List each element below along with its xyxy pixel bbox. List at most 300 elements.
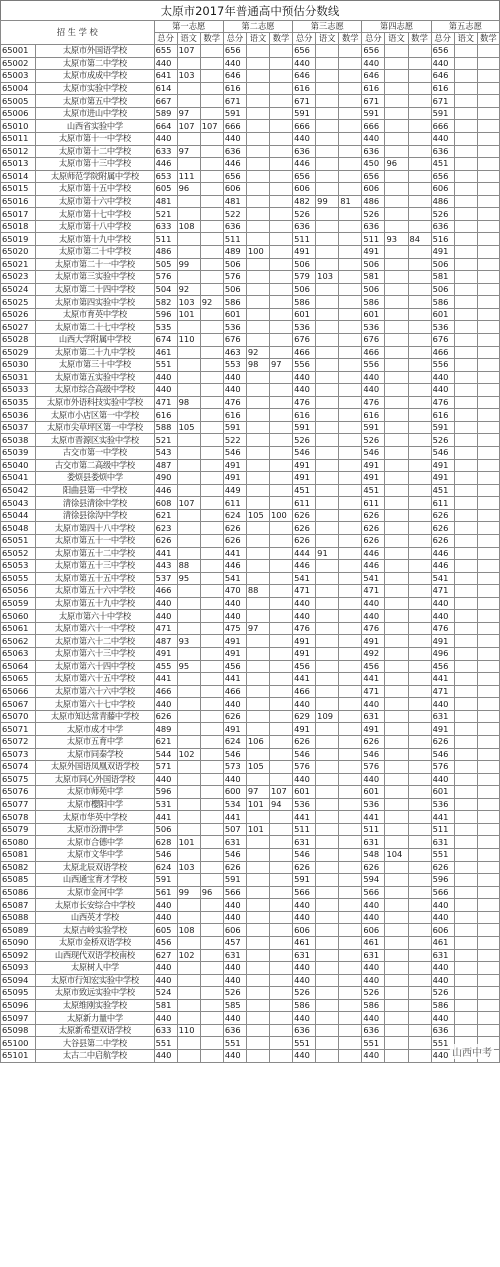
- cell-c3-chinese: [316, 1037, 339, 1050]
- cell-c2-math: [269, 522, 292, 535]
- cell-c5-extra: [454, 748, 477, 761]
- cell-c2-math: [269, 296, 292, 309]
- cell-c4-math: [408, 660, 431, 673]
- cell-c2-chinese: 105: [246, 509, 269, 522]
- cell-school: 太原市同秦学校: [36, 748, 154, 761]
- cell-c4-math: [408, 296, 431, 309]
- cell-c2-chinese: [246, 949, 269, 962]
- cell-c3-chinese: [316, 748, 339, 761]
- cell-c4-total: 626: [362, 861, 385, 874]
- table-row: [1, 735, 500, 748]
- cell-c3-math: [339, 158, 362, 171]
- cell-c2-chinese: [246, 1024, 269, 1037]
- cell-c2-total: 456: [223, 660, 246, 673]
- cell-c5-total: 440: [431, 610, 454, 623]
- cell-c4-math: [408, 761, 431, 774]
- cell-c2-total: 591: [223, 874, 246, 887]
- cell-c1-math: [200, 371, 223, 384]
- cell-c1-chinese: 107: [177, 497, 200, 510]
- cell-c2-math: [269, 547, 292, 560]
- cell-c3-chinese: [316, 648, 339, 661]
- header-math: 数学: [339, 33, 362, 45]
- cell-c5-total: 446: [431, 560, 454, 573]
- cell-c5-total: 441: [431, 811, 454, 824]
- cell-c1-total: 621: [154, 509, 177, 522]
- cell-c1-chinese: [177, 648, 200, 661]
- cell-c1-chinese: 97: [177, 145, 200, 158]
- cell-c3-chinese: [316, 107, 339, 120]
- cell-c2-math: [269, 45, 292, 58]
- cell-c5-extra: [477, 45, 499, 58]
- cell-c2-chinese: 101: [246, 823, 269, 836]
- cell-c4-math: [408, 208, 431, 221]
- cell-c4-math: [408, 648, 431, 661]
- cell-c5-total: 636: [431, 220, 454, 233]
- page-title: 太原市2017年普通高中预估分数线: [0, 0, 500, 20]
- table-row: [1, 107, 500, 120]
- cell-c2-math: [269, 861, 292, 874]
- cell-c3-total: 646: [293, 70, 316, 83]
- cell-c3-chinese: [316, 359, 339, 372]
- table-row: [1, 220, 500, 233]
- cell-code: 65075: [1, 773, 36, 786]
- cell-c4-total: 440: [362, 962, 385, 975]
- cell-c3-math: [339, 447, 362, 460]
- cell-c2-chinese: [246, 484, 269, 497]
- cell-school: 太原市第二十九中学校: [36, 346, 154, 359]
- cell-c4-total: 471: [362, 685, 385, 698]
- cell-c3-total: 440: [293, 773, 316, 786]
- cell-code: 65055: [1, 572, 36, 585]
- cell-c3-total: 511: [293, 823, 316, 836]
- cell-c3-chinese: [316, 849, 339, 862]
- cell-code: 65021: [1, 258, 36, 271]
- cell-c3-total: 541: [293, 572, 316, 585]
- cell-c1-chinese: [177, 974, 200, 987]
- cell-c3-chinese: [316, 735, 339, 748]
- cell-c1-total: 664: [154, 120, 177, 133]
- cell-c2-math: 107: [269, 786, 292, 799]
- cell-c2-math: [269, 283, 292, 296]
- cell-c2-math: [269, 949, 292, 962]
- cell-c3-math: [339, 911, 362, 924]
- cell-code: 65085: [1, 874, 36, 887]
- cell-c2-chinese: [246, 447, 269, 460]
- cell-c2-total: 491: [223, 459, 246, 472]
- cell-c5-extra: [454, 145, 477, 158]
- table-row: [1, 999, 500, 1012]
- cell-c4-math: [408, 748, 431, 761]
- cell-c3-math: [339, 673, 362, 686]
- cell-c5-total: 440: [431, 132, 454, 145]
- table-row: [1, 786, 500, 799]
- cell-c2-math: [269, 899, 292, 912]
- cell-c1-total: 504: [154, 283, 177, 296]
- cell-c3-total: 456: [293, 660, 316, 673]
- cell-c1-total: 591: [154, 874, 177, 887]
- cell-code: 65073: [1, 748, 36, 761]
- cell-c1-total: 561: [154, 886, 177, 899]
- cell-c3-total: 491: [293, 648, 316, 661]
- cell-c3-total: 440: [293, 371, 316, 384]
- cell-c1-math: [200, 811, 223, 824]
- cell-c5-total: 440: [431, 974, 454, 987]
- cell-c3-total: 636: [293, 145, 316, 158]
- cell-c3-total: 446: [293, 560, 316, 573]
- cell-c2-total: 616: [223, 409, 246, 422]
- cell-c3-total: 629: [293, 710, 316, 723]
- cell-c2-total: 631: [223, 949, 246, 962]
- cell-c4-math: [408, 798, 431, 811]
- cell-c4-chinese: [385, 120, 408, 133]
- cell-c4-chinese: [385, 1012, 408, 1025]
- cell-c3-chinese: [316, 57, 339, 70]
- cell-school: 太原市致远实验中学校: [36, 987, 154, 1000]
- cell-c3-chinese: [316, 70, 339, 83]
- cell-c1-chinese: [177, 798, 200, 811]
- cell-c4-math: [408, 710, 431, 723]
- cell-c4-math: [408, 773, 431, 786]
- cell-c5-extra: [454, 899, 477, 912]
- cell-c1-total: 505: [154, 258, 177, 271]
- cell-school: 娄烦县娄烦中学: [36, 472, 154, 485]
- cell-c4-chinese: [385, 296, 408, 309]
- cell-c4-total: 456: [362, 660, 385, 673]
- cell-c2-total: 671: [223, 95, 246, 108]
- cell-c2-total: 457: [223, 936, 246, 949]
- cell-c3-chinese: [316, 572, 339, 585]
- cell-c2-total: 440: [223, 773, 246, 786]
- cell-c1-total: 443: [154, 560, 177, 573]
- cell-c3-math: [339, 962, 362, 975]
- cell-c5-extra: [454, 208, 477, 221]
- cell-c1-math: [200, 1037, 223, 1050]
- cell-c4-math: [408, 497, 431, 510]
- cell-c4-math: [408, 849, 431, 862]
- cell-c4-total: 526: [362, 434, 385, 447]
- cell-c4-total: 616: [362, 409, 385, 422]
- cell-school: 太原市小店区第一中学校: [36, 409, 154, 422]
- cell-c2-chinese: [246, 57, 269, 70]
- cell-c2-math: [269, 849, 292, 862]
- table-row: [1, 509, 500, 522]
- cell-c2-chinese: [246, 962, 269, 975]
- cell-c5-extra: [477, 421, 499, 434]
- header-choice-3: 第三志愿: [293, 21, 362, 33]
- cell-c2-math: [269, 773, 292, 786]
- cell-c4-total: 440: [362, 132, 385, 145]
- cell-c2-chinese: [246, 434, 269, 447]
- cell-c4-chinese: [385, 183, 408, 196]
- cell-c4-chinese: [385, 962, 408, 975]
- cell-c3-math: [339, 987, 362, 1000]
- cell-c1-chinese: [177, 585, 200, 598]
- cell-c3-math: [339, 522, 362, 535]
- cell-c4-total: 611: [362, 497, 385, 510]
- cell-c3-chinese: [316, 974, 339, 987]
- cell-c2-chinese: [246, 158, 269, 171]
- cell-c1-chinese: [177, 761, 200, 774]
- cell-c1-chinese: [177, 735, 200, 748]
- table-row: [1, 534, 500, 547]
- cell-c2-math: [269, 1012, 292, 1025]
- cell-c4-math: [408, 886, 431, 899]
- cell-c4-total: 546: [362, 447, 385, 460]
- cell-code: 65053: [1, 560, 36, 573]
- cell-c3-total: 446: [293, 158, 316, 171]
- header-choice-2: 第二志愿: [223, 21, 292, 33]
- cell-c2-chinese: [246, 183, 269, 196]
- cell-c2-total: 616: [223, 82, 246, 95]
- cell-c5-extra: [477, 522, 499, 535]
- table-body: [1, 45, 500, 1063]
- cell-c5-extra: [454, 761, 477, 774]
- cell-c1-chinese: [177, 208, 200, 221]
- cell-c3-chinese: [316, 823, 339, 836]
- cell-c1-total: 633: [154, 1024, 177, 1037]
- cell-school: 山西大学附属中学校: [36, 333, 154, 346]
- cell-school: 古交市第一中学校: [36, 447, 154, 460]
- cell-c4-math: 84: [408, 233, 431, 246]
- cell-c5-total: 526: [431, 987, 454, 1000]
- cell-c3-chinese: [316, 484, 339, 497]
- cell-c2-chinese: [246, 874, 269, 887]
- cell-c1-chinese: 110: [177, 1024, 200, 1037]
- cell-c5-extra: [477, 798, 499, 811]
- cell-c2-chinese: 97: [246, 786, 269, 799]
- cell-c2-math: [269, 560, 292, 573]
- cell-code: 65064: [1, 660, 36, 673]
- cell-c3-math: [339, 761, 362, 774]
- cell-c4-chinese: [385, 107, 408, 120]
- cell-c3-total: 556: [293, 359, 316, 372]
- cell-c1-chinese: 98: [177, 396, 200, 409]
- cell-c1-math: [200, 472, 223, 485]
- cell-code: 65033: [1, 384, 36, 397]
- cell-c2-math: [269, 1037, 292, 1050]
- cell-c3-total: 591: [293, 421, 316, 434]
- cell-c4-chinese: [385, 283, 408, 296]
- cell-c5-extra: [477, 622, 499, 635]
- cell-c3-chinese: [316, 1012, 339, 1025]
- cell-code: 65023: [1, 271, 36, 284]
- cell-c5-extra: [454, 107, 477, 120]
- cell-c4-chinese: [385, 622, 408, 635]
- cell-c3-total: 606: [293, 183, 316, 196]
- cell-c1-total: 487: [154, 635, 177, 648]
- cell-c1-math: [200, 45, 223, 58]
- cell-c5-extra: [477, 999, 499, 1012]
- cell-c1-total: 481: [154, 195, 177, 208]
- table-row: [1, 924, 500, 937]
- cell-code: 65089: [1, 924, 36, 937]
- cell-c4-total: 636: [362, 220, 385, 233]
- cell-c4-total: 556: [362, 359, 385, 372]
- cell-c2-math: [269, 321, 292, 334]
- cell-c5-total: 496: [431, 648, 454, 661]
- cell-c5-extra: [454, 1012, 477, 1025]
- cell-c4-chinese: [385, 748, 408, 761]
- cell-c4-total: 594: [362, 874, 385, 887]
- cell-school: 太原北辰双语学校: [36, 861, 154, 874]
- cell-c5-extra: [454, 158, 477, 171]
- cell-c1-chinese: [177, 371, 200, 384]
- cell-c5-total: 626: [431, 534, 454, 547]
- cell-c3-total: 441: [293, 811, 316, 824]
- cell-c3-math: [339, 434, 362, 447]
- cell-c2-math: [269, 409, 292, 422]
- cell-c3-math: [339, 597, 362, 610]
- cell-c5-extra: [477, 899, 499, 912]
- cell-c5-extra: [477, 346, 499, 359]
- cell-school: 太原市第五十九中学校: [36, 597, 154, 610]
- cell-c4-math: [408, 95, 431, 108]
- cell-c2-math: [269, 170, 292, 183]
- cell-c1-chinese: 105: [177, 421, 200, 434]
- cell-c2-math: [269, 685, 292, 698]
- cell-c4-math: [408, 999, 431, 1012]
- cell-c5-total: 471: [431, 585, 454, 598]
- cell-c5-total: 491: [431, 635, 454, 648]
- cell-c1-math: [200, 220, 223, 233]
- cell-c3-total: 526: [293, 987, 316, 1000]
- cell-c2-total: 522: [223, 434, 246, 447]
- cell-c5-extra: [477, 70, 499, 83]
- cell-c4-total: 626: [362, 534, 385, 547]
- cell-c2-chinese: [246, 145, 269, 158]
- cell-c5-extra: [454, 509, 477, 522]
- cell-c2-total: 606: [223, 183, 246, 196]
- cell-c2-total: 656: [223, 45, 246, 58]
- cell-c4-math: [408, 346, 431, 359]
- cell-c5-extra: [454, 786, 477, 799]
- cell-c2-total: 506: [223, 283, 246, 296]
- table-row: [1, 823, 500, 836]
- cell-c3-math: [339, 57, 362, 70]
- cell-c4-math: [408, 560, 431, 573]
- cell-c4-math: [408, 698, 431, 711]
- table-row: [1, 195, 500, 208]
- cell-c4-math: [408, 195, 431, 208]
- cell-school: 太原市综合高级中学校: [36, 384, 154, 397]
- cell-c4-total: 631: [362, 949, 385, 962]
- cell-c1-chinese: [177, 472, 200, 485]
- cell-c2-math: [269, 698, 292, 711]
- cell-code: 65088: [1, 911, 36, 924]
- cell-c1-total: 551: [154, 1037, 177, 1050]
- cell-code: 65017: [1, 208, 36, 221]
- cell-c5-extra: [454, 911, 477, 924]
- table-row: [1, 484, 500, 497]
- cell-c1-chinese: [177, 723, 200, 736]
- cell-c1-math: [200, 170, 223, 183]
- cell-c1-total: 551: [154, 359, 177, 372]
- cell-c1-math: [200, 786, 223, 799]
- cell-c3-math: [339, 271, 362, 284]
- cell-c3-math: [339, 1050, 362, 1063]
- table-row: [1, 409, 500, 422]
- cell-c3-total: 491: [293, 459, 316, 472]
- cell-code: 65037: [1, 421, 36, 434]
- cell-c1-math: [200, 823, 223, 836]
- cell-c1-total: 441: [154, 673, 177, 686]
- cell-school: 太原市尖草坪区第一中学校: [36, 421, 154, 434]
- cell-code: 65041: [1, 472, 36, 485]
- cell-c2-chinese: [246, 283, 269, 296]
- header-math: 数学: [408, 33, 431, 45]
- header-math: 数学: [269, 33, 292, 45]
- cell-c5-extra: [477, 459, 499, 472]
- cell-c4-total: 440: [362, 899, 385, 912]
- cell-c3-chinese: [316, 899, 339, 912]
- cell-c4-chinese: [385, 258, 408, 271]
- cell-c1-total: 521: [154, 208, 177, 221]
- cell-school: 太原市第十五中学校: [36, 183, 154, 196]
- cell-c1-chinese: [177, 899, 200, 912]
- cell-c1-chinese: [177, 57, 200, 70]
- cell-c4-chinese: [385, 384, 408, 397]
- cell-c1-total: 440: [154, 1050, 177, 1063]
- cell-c3-chinese: [316, 95, 339, 108]
- cell-c3-total: 656: [293, 45, 316, 58]
- cell-c4-total: 506: [362, 258, 385, 271]
- cell-c2-math: [269, 95, 292, 108]
- cell-c4-total: 656: [362, 170, 385, 183]
- cell-c3-total: 636: [293, 220, 316, 233]
- cell-c5-extra: [477, 233, 499, 246]
- cell-c5-extra: [454, 258, 477, 271]
- cell-c5-extra: [454, 308, 477, 321]
- cell-c2-chinese: [246, 82, 269, 95]
- cell-c2-math: [269, 735, 292, 748]
- cell-c1-total: 605: [154, 924, 177, 937]
- cell-c1-chinese: [177, 534, 200, 547]
- cell-code: 65063: [1, 648, 36, 661]
- cell-c2-total: 676: [223, 333, 246, 346]
- cell-c3-total: 451: [293, 484, 316, 497]
- cell-c5-extra: [477, 710, 499, 723]
- cell-c1-chinese: 101: [177, 836, 200, 849]
- table-row: [1, 1050, 500, 1063]
- cell-c5-extra: [477, 936, 499, 949]
- cell-code: 65093: [1, 962, 36, 975]
- table-row: [1, 836, 500, 849]
- cell-c1-chinese: [177, 132, 200, 145]
- cell-c4-chinese: [385, 220, 408, 233]
- cell-c1-total: 641: [154, 70, 177, 83]
- cell-c3-chinese: [316, 886, 339, 899]
- cell-c4-math: [408, 836, 431, 849]
- cell-c1-math: [200, 195, 223, 208]
- cell-school: 太原市外国语学校: [36, 45, 154, 58]
- cell-c3-chinese: [316, 534, 339, 547]
- cell-c3-math: [339, 82, 362, 95]
- cell-c2-total: 507: [223, 823, 246, 836]
- cell-c3-math: [339, 1012, 362, 1025]
- cell-c1-math: [200, 459, 223, 472]
- cell-c4-math: [408, 283, 431, 296]
- cell-c2-math: 100: [269, 509, 292, 522]
- cell-c4-total: 466: [362, 346, 385, 359]
- cell-c2-total: 491: [223, 635, 246, 648]
- cell-c5-total: 506: [431, 283, 454, 296]
- cell-c1-chinese: [177, 911, 200, 924]
- cell-c1-chinese: [177, 233, 200, 246]
- cell-c5-total: 491: [431, 459, 454, 472]
- cell-c2-math: [269, 447, 292, 460]
- cell-c1-math: [200, 974, 223, 987]
- cell-c5-extra: [477, 497, 499, 510]
